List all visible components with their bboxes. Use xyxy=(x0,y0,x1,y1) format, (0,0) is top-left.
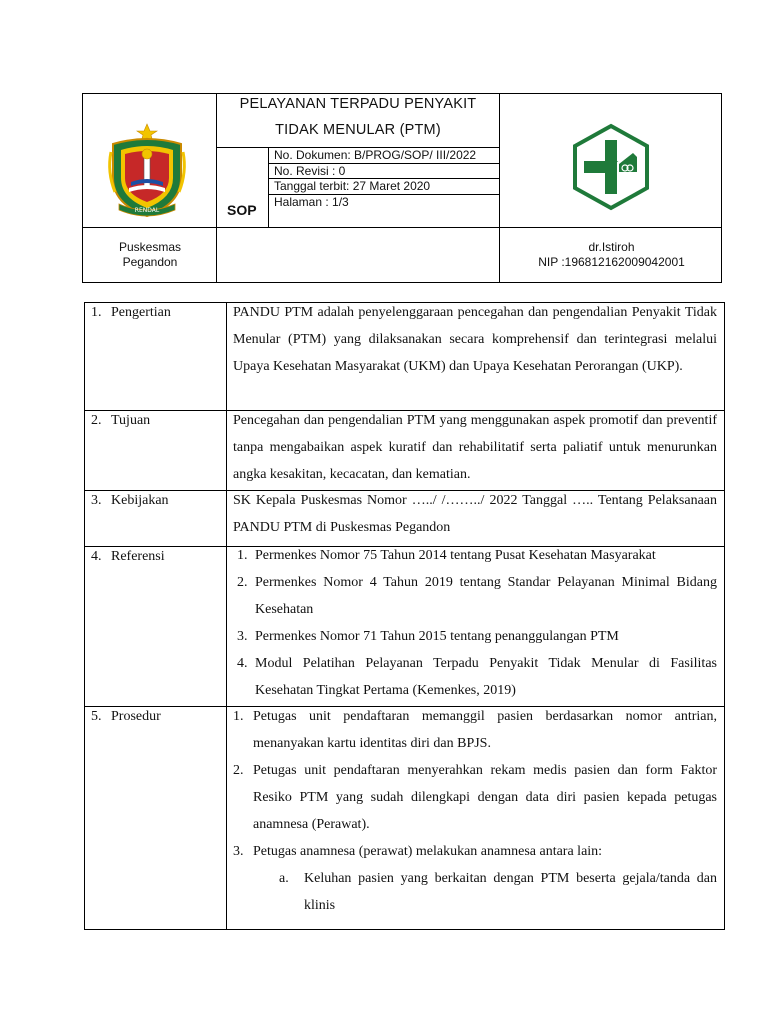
emblem-text: RENDAL xyxy=(134,207,160,214)
doc-issue-date: Tanggal terbit: 27 Maret 2020 xyxy=(274,179,431,193)
header-divider xyxy=(83,227,721,228)
section-row-prosedur xyxy=(85,707,724,929)
signer-block xyxy=(500,240,723,270)
header-divider xyxy=(268,147,269,227)
institution-name xyxy=(83,240,217,270)
list-item: 3. Permenkes Nomor 71 Tahun 2015 tentang penanggulangan PTM xyxy=(237,629,619,644)
section-label: 3. Kebijakan xyxy=(91,493,169,508)
doc-title-line2: TIDAK MENULAR (PTM) xyxy=(275,122,441,138)
section-row-pengertian xyxy=(85,303,724,411)
sop-header-table xyxy=(82,93,722,283)
list-item: 2. Petugas unit pendaftaran menyerahkan rekam medis pasien dan form Faktor Resiko PTM yang sudah dilengkapi dengan data diri pasien kepada petugas anamnesa (Perawat). xyxy=(233,763,717,832)
section-label: 4. Referensi xyxy=(91,549,165,564)
sub-list-item: a. Keluhan pasien yang berkaitan dengan PTM beserta gejala/tanda dan klinis xyxy=(279,871,717,913)
definition-text: PANDU PTM adalah penyelenggaraan pencegahan dan pengendalian Penyakit Tidak Menular (PTM) yang dilaksanakan secara komprehensif dan terintegrasi melalui Upaya Kesehatan Masyarakat (UKM) dan Upaya Kesehatan Perorangan (UKP). xyxy=(233,305,717,374)
doc-page: Halaman : 1/3 xyxy=(274,195,349,209)
list-item: 1. Permenkes Nomor 75 Tahun 2014 tentang Pusat Kesehatan Masyarakat xyxy=(237,548,656,563)
list-item: 4. Modul Pelatihan Pelayanan Terpadu Penyakit Tidak Menular di Fasilitas Kesehatan Tingkat Pertama (Kemenkes, 2019) xyxy=(237,656,717,698)
doc-number: No. Dokumen: B/PROG/SOP/ III/2022 xyxy=(274,148,477,162)
sop-content-table xyxy=(84,302,725,930)
section-row-referensi xyxy=(85,547,724,707)
puskesmas-logo-icon xyxy=(569,122,653,212)
list-item: 2. Permenkes Nomor 4 Tahun 2019 tentang Standar Pelayanan Minimal Bidang Kesehatan xyxy=(237,575,717,617)
list-item: 3. Petugas anamnesa (perawat) melakukan anamnesa antara lain: xyxy=(233,844,603,859)
purpose-text: Pencegahan dan pengendalian PTM yang menggunakan aspek promotif dan preventif tanpa mengabaikan aspek kuratif dan rehabilitatif serta paliatif untuk menurunkan angka kesakitan, kecacatan, dan kematian. xyxy=(233,413,717,482)
section-label: 5. Prosedur xyxy=(91,709,161,724)
institution-line2: Pegandon xyxy=(122,255,178,269)
section-list xyxy=(235,542,717,704)
section-text xyxy=(233,487,717,541)
section-label: 2. Tujuan xyxy=(91,413,151,428)
kendal-emblem-icon xyxy=(105,122,189,218)
section-list xyxy=(231,703,717,919)
section-row-kebijakan xyxy=(85,491,724,547)
section-row-tujuan xyxy=(85,411,724,491)
section-label: 1. Pengertian xyxy=(91,305,171,320)
section-text xyxy=(233,299,717,380)
policy-text: SK Kepala Puskesmas Nomor …../ /……../ 2022 Tanggal ….. Tentang Pelaksanaan PANDU PTM di Puskesmas Pegandon xyxy=(233,493,717,535)
section-text xyxy=(233,407,717,488)
doc-revision: No. Revisi : 0 xyxy=(274,164,346,178)
doc-title-line1: PELAYANAN TERPADU PENYAKIT xyxy=(239,96,477,112)
institution-line1: Puskesmas xyxy=(118,240,182,254)
list-item: 1. Petugas unit pendaftaran memanggil pasien berdasarkan nomor antrian, menanyakan kartu identitas diri dan BPJS. xyxy=(233,709,717,751)
sop-label: SOP xyxy=(227,202,257,218)
signer-name: dr.Istiroh xyxy=(588,240,635,254)
signer-nip: NIP :196812162009042001 xyxy=(538,255,685,269)
